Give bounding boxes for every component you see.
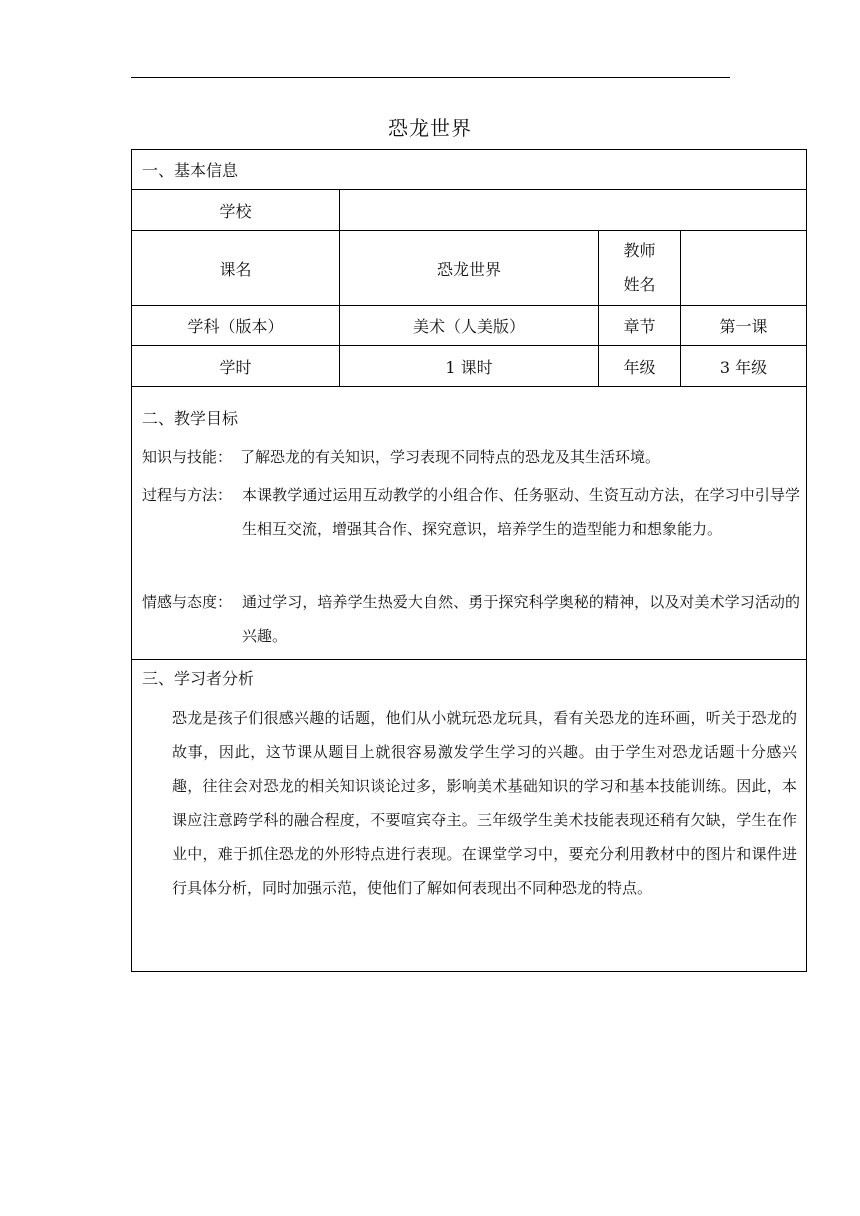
- goal-text: 本课教学通过运用互动教学的小组合作、任务驱动、生资互动方法，在学习中引导学生相互交流，增强其合作、探究意识，培养学生的造型能力和想象能力。: [242, 486, 800, 538]
- section-teaching-goals: [131, 386, 807, 660]
- grade-label: 年级: [598, 345, 681, 387]
- goal-knowledge: [142, 440, 802, 474]
- teacher-label: 教师姓名: [598, 230, 681, 306]
- section-heading: 三、学习者分析: [142, 669, 255, 688]
- subject-value: 美术（人美版）: [339, 305, 599, 346]
- section-heading: 二、教学目标: [142, 409, 239, 428]
- section-basic-info-header: [131, 149, 807, 190]
- goal-label: 知识与技能：: [142, 448, 233, 466]
- course-value: 恐龙世界: [339, 230, 599, 306]
- header-rule: [131, 77, 730, 78]
- goal-emotion: [142, 585, 802, 653]
- document-title: 恐龙世界: [388, 116, 472, 140]
- school-value: [339, 189, 807, 231]
- section-learner-analysis: [131, 659, 807, 972]
- grade-value: 3 年级: [680, 345, 807, 387]
- chapter-value: 第一课: [680, 305, 807, 346]
- goal-label: 过程与方法：: [142, 486, 233, 504]
- course-label: 课名: [131, 230, 340, 306]
- hours-label: 学时: [131, 345, 340, 387]
- goal-label: 情感与态度：: [142, 593, 233, 611]
- chapter-label: 章节: [598, 305, 681, 346]
- learner-analysis-paragraph: 恐龙是孩子们很感兴趣的话题，他们从小就玩恐龙玩具，看有关恐龙的连环画，听关于恐龙的故事，因此，这节课从题目上就很容易激发学生学习的兴趣。由于学生对恐龙话题十分感兴趣，往往会对恐龙的相关知识谈论过多，影响美术基础知识的学习和基本技能训练。因此，本课应注意跨学科的融合程度，不要喧宾夺主。三年级学生美术技能表现还稍有欠缺，学生在作业中，难于抓住恐龙的外形特点进行表现。在课堂学习中，要充分利用教材中的图片和课件进行具体分析，同时加强示范，使他们了解如何表现出不同种恐龙的特点。: [172, 709, 797, 897]
- subject-label: 学科（版本）: [131, 305, 340, 346]
- goal-text: 了解恐龙的有关知识，学习表现不同特点的恐龙及其生活环境。: [240, 448, 661, 466]
- teacher-value: [680, 230, 807, 306]
- goal-text: 通过学习，培养学生热爱大自然、勇于探究科学奥秘的精神，以及对美术学习活动的兴趣。: [242, 593, 800, 645]
- section-heading: 一、基本信息: [142, 161, 239, 180]
- goal-process: [142, 478, 802, 580]
- school-label: 学校: [131, 189, 340, 231]
- hours-value: 1 课时: [339, 345, 599, 387]
